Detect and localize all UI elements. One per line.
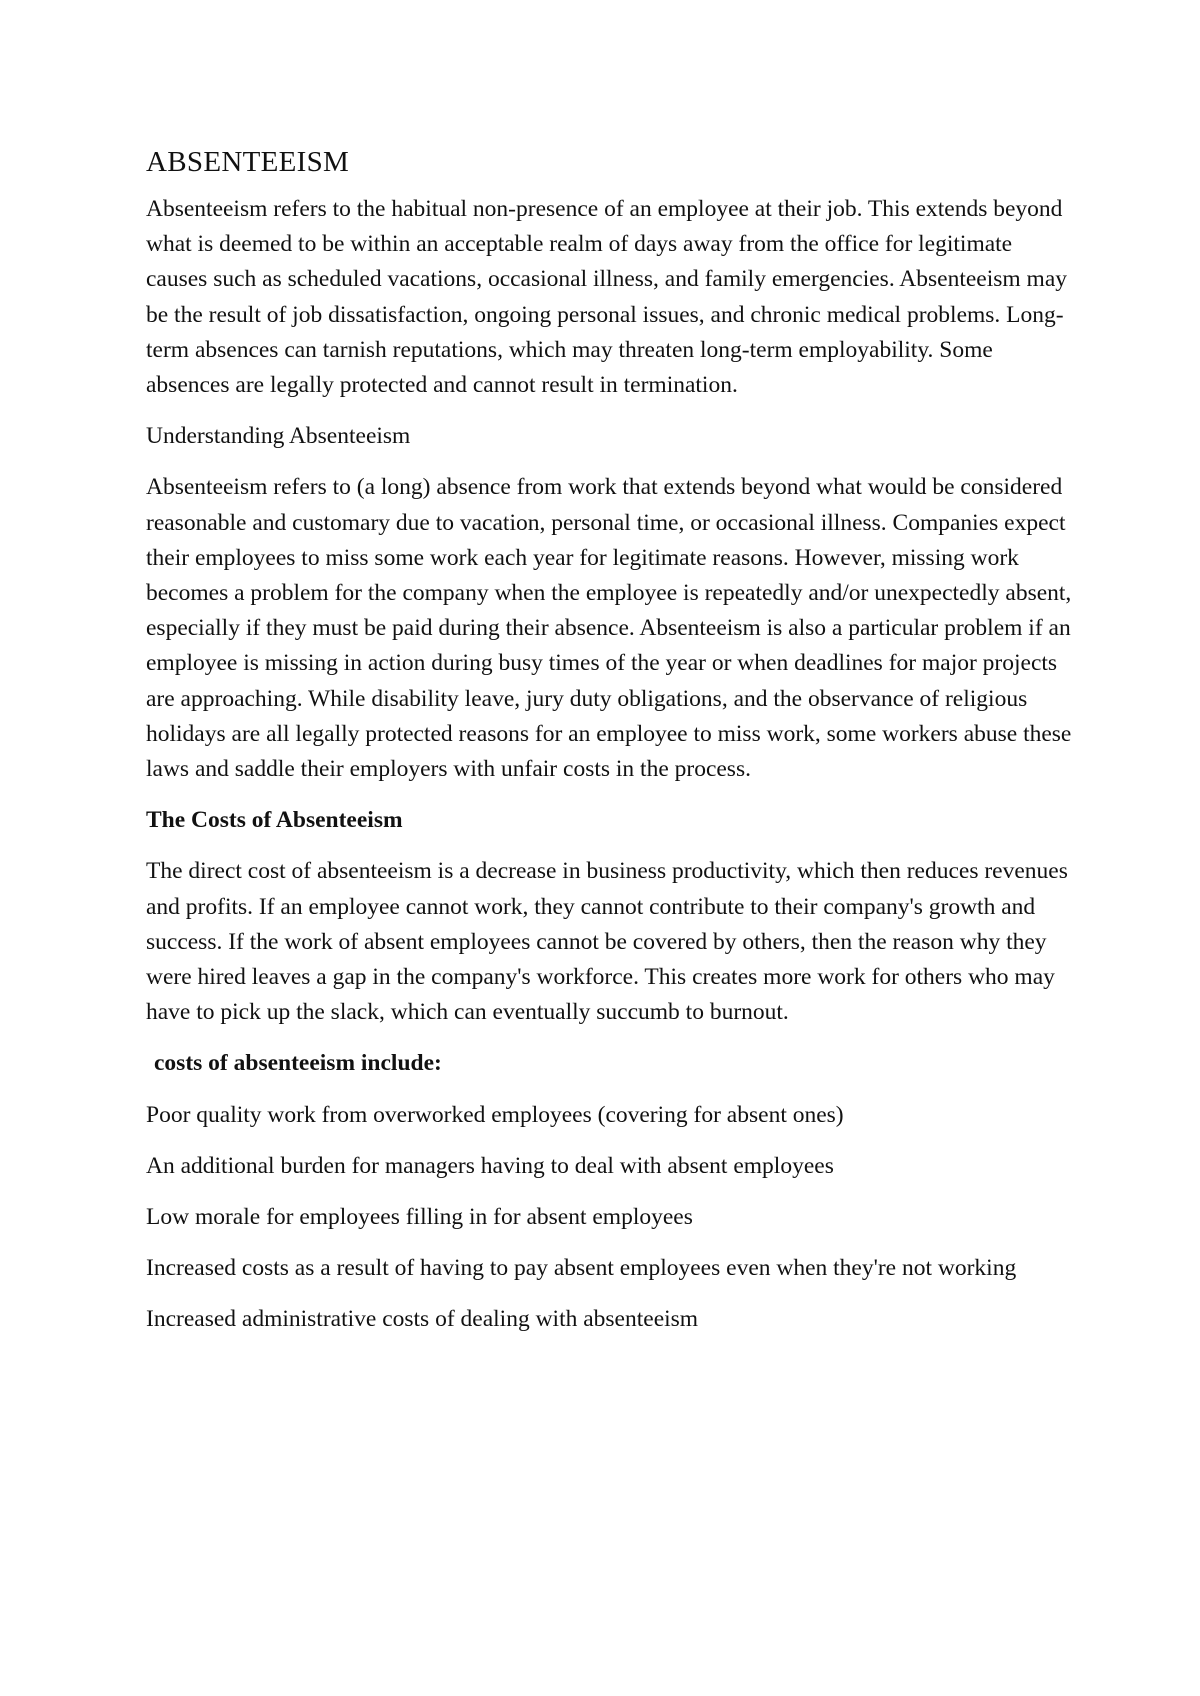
- understanding-paragraph: Absenteeism refers to (a long) absence from work that extends beyond what would be considered reasonable and customary due to vacation, personal time, or occasional illness. Companies expect their employees to miss some work each year for legitimate reasons. However, missing work becomes a problem for the company when the employee is repeatedly and/or unexpectedly absent, especially if they must be paid during their absence. Absenteeism is also a particular problem if an employee is missing in action during busy times of the year or when deadlines for major projects are approaching. While disability leave, jury duty obligations, and the observance of religious holidays are all legally protected reasons for an employee to miss work, some workers abuse these laws and saddle their employers with unfair costs in the process.: [146, 474, 1072, 783]
- list-item: An additional burden for managers having to deal with absent employees: [146, 1152, 834, 1179]
- list-item: Low morale for employees filling in for absent employees: [146, 1204, 693, 1231]
- list-item: Increased administrative costs of dealing with absenteeism: [146, 1306, 699, 1333]
- document-title: ABSENTEEISM: [146, 146, 350, 178]
- costs-paragraph: The direct cost of absenteeism is a decrease in business productivity, which then reduces revenues and profits. If an employee cannot work, they cannot contribute to their company's growth and success. If the work of absent employees cannot be covered by others, then the reason why they were hired leaves a gap in the company's workforce. This creates more work for others who may have to pick up the slack, which can eventually succumb to burnout.: [146, 858, 1068, 1026]
- list-item: Increased costs as a result of having to pay absent employees even when they're not working: [146, 1255, 1017, 1282]
- understanding-heading: Understanding Absenteeism: [146, 423, 411, 450]
- document-body: [146, 142, 1076, 1354]
- costs-heading: The Costs of Absenteeism: [146, 807, 403, 834]
- list-item: Poor quality work from overworked employees (covering for absent ones): [146, 1101, 844, 1128]
- intro-paragraph: Absenteeism refers to the habitual non-presence of an employee at their job. This extends beyond what is deemed to be within an acceptable realm of days away from the office for legitimate causes such as scheduled vacations, occasional illness, and family emergencies. Absenteeism may be the result of job dissatisfaction, ongoing personal issues, and chronic medical problems. Long-term absences can tarnish reputations, which may threaten long-term employability. Some absences are legally protected and cannot result in termination.: [146, 196, 1068, 399]
- costs-list-intro: costs of absenteeism include:: [154, 1050, 442, 1077]
